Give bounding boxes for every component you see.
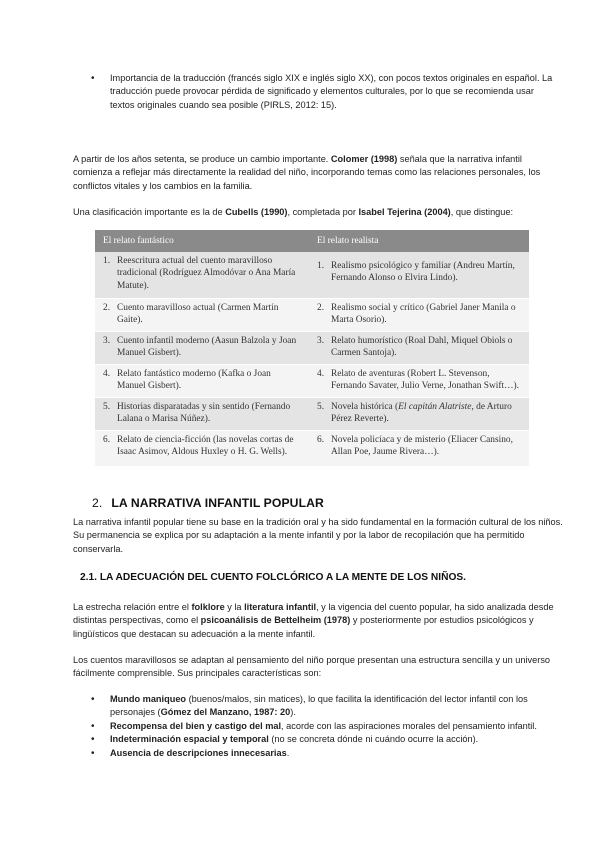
table-cell: Relato de ciencia-ficción (las novelas cortas de Isaac Asimov, Aldous Huxley o H. G. Wells). — [117, 434, 294, 458]
citation: Cubells (1990) — [225, 207, 288, 217]
intro-bullet-list — [90, 72, 555, 112]
paragraph-popular-narrative: La narrativa infantil popular tiene su base en la tradición oral y ha sido fundamental en la formación cultural de los niños. Su permanencia se explica por su adaptación a la mente infantil y por la labor de recopilación que ha permitido conservarla. — [73, 517, 563, 554]
book-title: El capitán Alatriste — [398, 401, 472, 412]
header-realist: El relato realista — [309, 230, 529, 252]
list-item: • Indeterminación espacial y temporal (no se concreta dónde ni cuándo ocurre la acción). — [90, 733, 555, 746]
classification-table — [95, 230, 529, 467]
table-row: 5. Historias disparatadas y sin sentido (Fernando Lalana o Marisa Núñez). 5. Novela histórica (El capitán Alatriste, de Arturo Pérez Reverte). — [95, 397, 529, 430]
paragraph-classification: Una clasificación importante es la de Cubells (1990), completada por Isabel Tejerina (2004), que distingue: — [73, 207, 514, 217]
paragraph-characteristics: Los cuentos maravillosos se adaptan al pensamiento del niño porque presentan una estructura sencilla y un universo fácilmente comprensible. Sus principales características son: — [73, 655, 551, 679]
subsection-heading: 2.1. LA ADECUACIÓN DEL CUENTO FOLCLÓRICO A LA MENTE DE LOS NIÑOS. — [80, 572, 467, 583]
header-fantastic: El relato fantástico — [95, 230, 309, 252]
table-cell: Realismo social y crítico (Gabriel Janer Manila o Marta Osorio). — [331, 302, 516, 326]
section-heading: 2. LA NARRATIVA INFANTIL POPULAR — [92, 496, 324, 510]
features-list — [90, 693, 555, 760]
bullet-text: Importancia de la traducción (francés siglo XIX e inglés siglo XX), con pocos textos originales en español. La traducción puede provocar pérdida de significado y elementos culturales, por lo que se recomienda usar textos originales cuando sea posible (PIRLS, 2012: 15). — [110, 73, 553, 110]
table-row: 1. Reescritura actual del cuento maravilloso tradicional (Rodríguez Almodóvar o Ana María Matute). 1. Realismo psicológico y familiar (Andreu Martín, Fernando Alonso o Elvira Lindo). — [95, 252, 529, 298]
citation: Isabel Tejerina (2004) — [358, 207, 451, 217]
table-cell: Relato de aventuras (Robert L. Stevenson, Fernando Savater, Julio Verne, Jonathan Swift…). — [331, 368, 519, 392]
table-cell: Novela histórica (El capitán Alatriste, de Arturo Pérez Reverte). — [331, 401, 512, 425]
table-cell: Novela policíaca y de misterio (Eliacer Cansino, Allan Poe, Jaume Rivera…). — [331, 434, 513, 458]
citation: Colomer (1998) — [330, 154, 398, 164]
table-row: 6. Relato de ciencia-ficción (las novelas cortas de Isaac Asimov, Aldous Huxley o H. G. Wells). 6. Novela policíaca y de misterio (Eliacer Cansino, Allan Poe, Jaume Rivera…). — [95, 430, 529, 466]
list-item — [90, 72, 555, 112]
list-item: • Recompensa del bien y castigo del mal, acorde con las aspiraciones morales del pensamiento infantil. — [90, 720, 555, 733]
table-cell: Cuento maravilloso actual (Carmen Martín Gaite). — [117, 302, 279, 326]
paragraph-folklore: La estrecha relación entre el folklore y la literatura infantil, y la vigencia del cuento popular, ha sido analizada desde distintas perspectivas, como el psicoanálisis de Bettelheim (1978) y posteriormente por estudios psicológicos y lingüísticos que destacan su adecuación a la mente infantil. — [73, 602, 554, 639]
table-cell: Realismo psicológico y familiar (Andreu Martín, Fernando Alonso o Elvira Lindo). — [331, 261, 515, 284]
table-cell: Cuento infantil moderno (Aasun Balzola y Joan Manuel Gisbert). — [117, 335, 297, 359]
table-cell: Reescritura actual del cuento maravilloso tradicional (Rodríguez Almodóvar o Ana María Matute). — [117, 256, 296, 291]
table-cell: Relato fantástico moderno (Kafka o Joan Manuel Gisbert). — [117, 368, 271, 392]
table-row: 2. Cuento maravilloso actual (Carmen Martín Gaite). 2. Realismo social y crítico (Gabriel Janer Manila o Marta Osorio). — [95, 298, 529, 331]
table-cell: Relato humorístico (Roal Dahl, Miquel Obiols o Carmen Santoja). — [331, 335, 513, 359]
paragraph-colomer: A partir de los años setenta, se produce un cambio importante. Colomer (1998) señala que la narrativa infantil comienza a reflejar más directamente la realidad del niño, incorporando temas como las relaciones personales, los conflictos vitales y los cambios en la familia. — [73, 154, 541, 191]
table-row: 4. Relato fantástico moderno (Kafka o Joan Manuel Gisbert). 4. Relato de aventuras (Robert L. Stevenson, Fernando Savater, Julio Verne, Jonathan Swift…). — [95, 364, 529, 397]
list-item: • Mundo maniqueo (buenos/malos, sin matices), lo que facilita la identificación del lector infantil con los personajes (Gómez del Manzano, 1987: 20). — [90, 693, 555, 720]
table-cell: Historias disparatadas y sin sentido (Fernando Lalana o Marisa Núñez). — [117, 401, 291, 425]
table-header-row — [95, 230, 529, 252]
table-row: 3. Cuento infantil moderno (Aasun Balzola y Joan Manuel Gisbert). 3. Relato humorístico (Roal Dahl, Miquel Obiols o Carmen Santoja). — [95, 331, 529, 364]
list-item: • Ausencia de descripciones innecesarias. — [90, 747, 555, 760]
